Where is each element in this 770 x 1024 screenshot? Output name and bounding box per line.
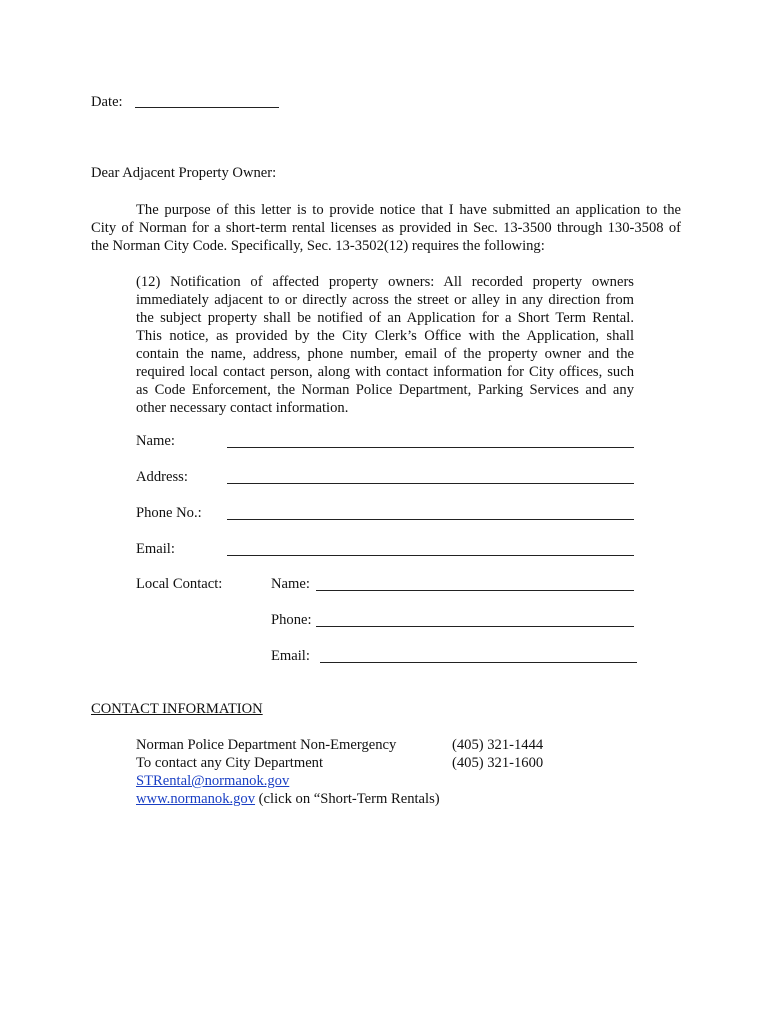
police-phone: (405) 321-1444 (452, 737, 544, 753)
local-contact-phone-line[interactable] (316, 626, 634, 627)
website-row (136, 791, 440, 808)
local-contact-email-label: Email: (271, 648, 310, 664)
quote-line: the subject property shall be notified of an Application for a Short Term Rental. (136, 310, 634, 326)
email-link-row (136, 773, 289, 790)
quote-line: (12) Notification of affected property owners: All recorded property owners (136, 274, 634, 290)
city-phone: (405) 321-1600 (452, 755, 544, 771)
code-quote (136, 273, 634, 417)
name-label: Name: (136, 433, 175, 449)
contact-heading: CONTACT INFORMATION (91, 701, 263, 717)
intro-line: the Norman City Code. Specifically, Sec. 13-3502(12) requires the following: (91, 238, 545, 254)
phone-field-line[interactable] (227, 519, 634, 520)
salutation: Dear Adjacent Property Owner: (91, 165, 277, 181)
intro-line: City of Norman for a short-term rental licenses as provided in Sec. 13-3500 through 130-3508 of (91, 220, 681, 236)
intro-line: The purpose of this letter is to provide notice that I have submitted an application to the (136, 202, 681, 218)
address-field-line[interactable] (227, 483, 634, 484)
police-label: Norman Police Department Non-Emergency (136, 737, 397, 753)
website-note: (click on “Short-Term Rentals) (255, 791, 440, 807)
local-contact-name-label: Name: (271, 576, 310, 592)
phone-label: Phone No.: (136, 505, 202, 521)
quote-line: contain the name, address, phone number, email of the property owner and the (136, 346, 634, 362)
local-contact-label: Local Contact: (136, 576, 223, 592)
quote-line: other necessary contact information. (136, 400, 349, 416)
intro-paragraph (91, 201, 681, 255)
quote-line: required local contact person, along with contact information for City offices, such (136, 364, 634, 380)
city-label: To contact any City Department (136, 755, 324, 771)
date-label: Date: (91, 94, 123, 110)
date-field-line[interactable] (135, 107, 279, 108)
str-email-link[interactable]: STRental@normanok.gov (136, 773, 290, 789)
email-label: Email: (136, 541, 175, 557)
local-contact-name-line[interactable] (316, 590, 634, 591)
quote-line: immediately adjacent to or directly across the street or alley in any direction from (136, 292, 634, 308)
quote-line: as Code Enforcement, the Norman Police Department, Parking Services and any (136, 382, 634, 398)
address-label: Address: (136, 469, 188, 485)
name-field-line[interactable] (227, 447, 634, 448)
local-contact-phone-label: Phone: (271, 612, 312, 628)
email-field-line[interactable] (227, 555, 634, 556)
local-contact-email-line[interactable] (320, 662, 637, 663)
website-link[interactable]: www.normanok.gov (136, 791, 256, 807)
quote-line: This notice, as provided by the City Clerk’s Office with the Application, shall (136, 328, 634, 344)
